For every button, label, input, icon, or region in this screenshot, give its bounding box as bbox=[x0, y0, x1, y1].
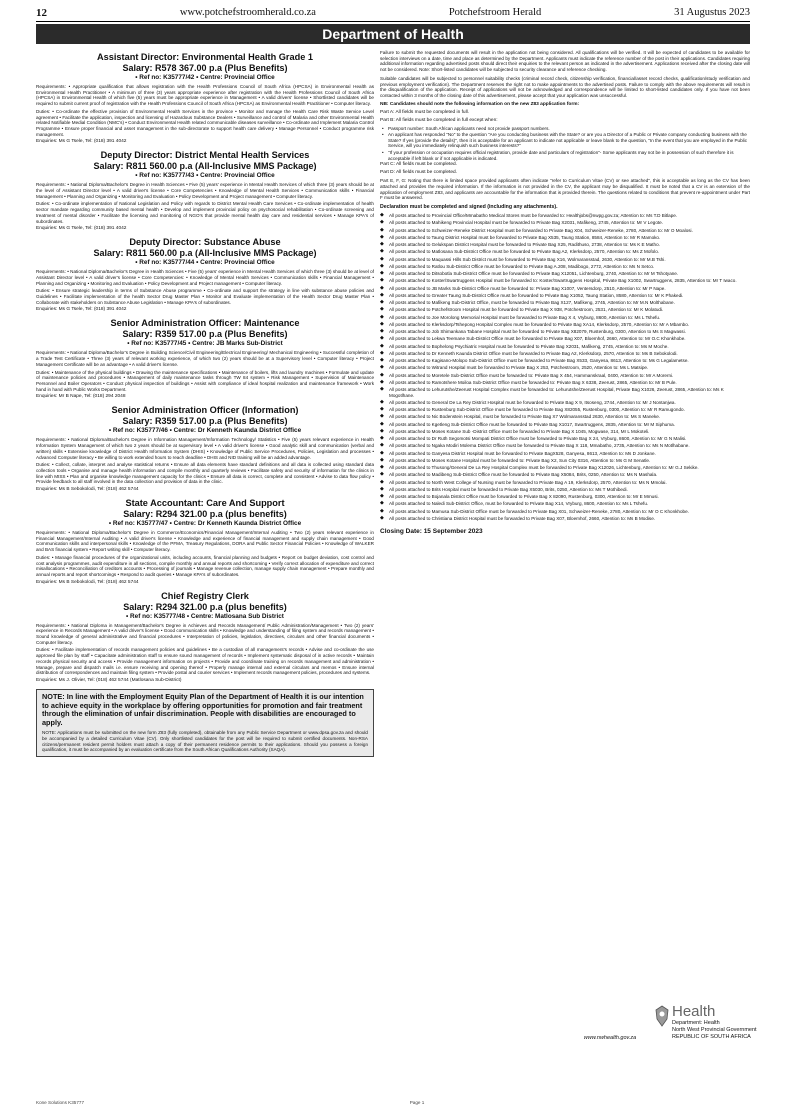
posting-address-item: ◆ All posts attached to Gelukspan District Hospital must be forwarded to Private Bag X25, Radithuso, 2738, Attention to: Ms K E Matho. bbox=[380, 242, 750, 248]
job-listing bbox=[36, 591, 374, 684]
job-duties: Duties: • Maintenance of the physical buildings • Drawing the maintenance specifications • Maintenance of boilers, lifts and laundry machines • Formulate and update of maintenance policies and procedures • Management of daily maintenance tasks through TW 84 system • Risk Management • Supervision of Maintenance Personnel and Boiler Operators • Conduct physical inspection of buildings • Assist with compliance of ideal hospital realization and maintenance framework • Work hand in hand with Public Works Department. bbox=[36, 369, 374, 392]
job-enquiries: Enquiries: Ms G Tsele, Tel: (018) 391 4042 bbox=[36, 307, 127, 313]
part-efg: Part E, F, G: Noting that there is limited space provided applicants often indicate "refer to Curriculum Vitae (CV) or see attached", this is acceptable as long as the CV has been attached and provides the required information. If the information is not provided in the CV, the applicant may be disqualified. It must be noted that a CV is an extension of the application of employment Z83, and applicants are accountable for the information that is provided therein. The questions related to conditions that prevent re-appointment under Part F must be answered. bbox=[380, 178, 750, 201]
job-enquiries: Enquiries: Ms B Sebokolodi, Tel: (018) 462 5744 bbox=[36, 579, 139, 585]
posting-address-item: ◆ All posts attached to Ganyesa District Hospital must be forwarded to Private BagX528, Ganyesa, 8613, Attention to: Ms D Jonkane. bbox=[380, 451, 750, 457]
posting-address-item: ◆ All posts attached to Christiana District Hospital must be forwarded to Private Bag X07, Bloemhof, 2660, Attention to: Ms B Modise. bbox=[380, 516, 750, 522]
job-requirements: Requirements: • National Diploma/Bachelor's Degree in Building Science/Civil Engineering/Electrical Engineering/ Mechanical Engineering • Successful completion of a Trade Test Certificate • Three (3) years of relevant working experience, of which two (2) years should be at a Supervisory level • Computer literacy • Project Management Certificate will be an advantage • A valid driver's license. bbox=[36, 350, 374, 367]
posting-address-item: ◆ All posts attached to Mafikeng Sub-District Office, must be forwarded to Private Bag X127, Mafikeng, 2745, Attention to: Mr M.N Molthabane. bbox=[380, 300, 750, 306]
posting-address-item: ◆ All posts attached to Rustenburg Sub-District Office must be forwarded to Private Bag X82055, Rustenburg, 0300, Attention to: Mr R Ramugondo. bbox=[380, 407, 750, 413]
department-banner: Department of Health bbox=[36, 24, 750, 44]
intro-paragraph: Failure to submit the requested documents will result in the application not being considered. All qualifications will be verified. It will be expected of candidates to be available for selection interviews on a date, time and place as determined by the Department. Applicants must indicate the reference number of the post in their applications. Candidates requiring additional information regarding advertised posts should direct their enquiries to the relevant person as indicated in the advertisement. Applications received after the closing date will not be considered. Note: Short-listed candidates will be subjected to security clearance and reference checking. bbox=[380, 50, 750, 73]
job-duties: Duties: • Collect, collate, interpret and analyse statistical returns • Ensure all data elements have standard definitions and all data is collected using standard data collection tools • Organise and manage health information and compile monthly and quarterly reviews • Facilitate safety and security of information for the clinics in line with MISS • Plan and organise knowledge management capacity for the clinics • Ensure all data is correct, complete and consistent • Advise to data flow policy • Provide feedback to all staff involved in the data collection and provision of data in the clinic. bbox=[36, 462, 374, 485]
job-salary: Salary: R578 367.00 p.a (Plus Benefits) bbox=[122, 63, 288, 73]
job-reference: • Ref no: K35777/45 • Centre: JB Marks Sub-District bbox=[127, 340, 283, 348]
job-listing bbox=[36, 52, 374, 145]
part-b: Part B: All fields must be completed in full except when: bbox=[380, 117, 498, 123]
job-listing bbox=[36, 405, 374, 493]
masthead-paper: Potchefstroom Herald bbox=[448, 7, 542, 18]
posting-address-item: ◆ All posts attached to Kgetleng Sub-District Office must be forwarded to Private Bag X1017, Swartruggens, 2835, Attention to: Mr M Siphuma. bbox=[380, 422, 750, 428]
nb-note: NB: Candidates should note the following information on the new Z83 application form: bbox=[380, 101, 580, 107]
masthead-date: 31 Augustus 2023 bbox=[674, 7, 750, 18]
department-logo bbox=[672, 1003, 762, 1041]
part-a: Part A: All fields must be completed in full. bbox=[380, 109, 470, 115]
posting-address-item: ◆ All posts attached to Witrand Hospital must be forwarded to Private Bag X 253, Potchestroom, 2520, Attention to: Ms L Matsipe. bbox=[380, 365, 750, 371]
job-title: Senior Administration Officer: Maintenance bbox=[110, 318, 300, 329]
posting-address-item: ◆ All posts attached to Mamusa Sub-District Office must be forwarded to Private Bag X01, Schweizer-Reneke, 2780, Attention to: Mr O C Khonkhobe. bbox=[380, 509, 750, 515]
posting-address-item: ◆ All posts attached to Matlosana Sub-District Office must be forwarded to Private Bag A2, Klerksdorp, 2570, Attention to: Ms Z Mofolo. bbox=[380, 249, 750, 255]
declaration-note: Declaration must be completed and signed (including any attachments). bbox=[380, 204, 558, 210]
posting-address-item: ◆ All posts attached to Brits Hospital must be forwarded to Private Bag X5030, Brits, 0250, Attention to: Ms T Mothibedi. bbox=[380, 487, 750, 493]
right-column bbox=[380, 50, 750, 1050]
department-website[interactable]: www.nwhealth.gov.za bbox=[583, 1035, 637, 1041]
job-reference: • Ref no: K35777/44 • Centre: Provincial Office bbox=[135, 259, 275, 267]
page-number: 12 bbox=[36, 6, 47, 19]
job-listing bbox=[36, 237, 374, 313]
job-salary: Salary: R359 517.00 p.a (Plus Benefits) bbox=[122, 416, 288, 427]
job-requirements: Requirements: • Appropriate qualification that allows registration with the Health Professions Council of South Africa (HPCSA) in Environmental Health as Environmental Health Practitioner • A minimum of three (3) years appropriate experience after registration with the Health Professions Council of South Africa (HPCSA) in Environmental Health of which five (5) years must be appropriate experience in Management • A valid drivers' license • Shortlisted candidates will be required to submit current proof of registration with the Health Professions Council of South Africa (HPCSA) as Environmental Health Practitioner • Computer literacy. bbox=[36, 84, 374, 107]
posting-address-item: ◆ All posts attached to Naledi Sub-District Office, must be forwarded to Private Bag X14, Vryburg, 8600, Attention to: Ms L Tshefu. bbox=[380, 501, 750, 507]
job-duties: Duties: • Ensure strategic leadership in terms of Substance Abuse programme • Co-ordinate and support the strategy in line with substance abuse policies and Guidelines • Facilitate implementation of the health Sector Drug Master Plan • Monitor and Evaluate implementation of the Health Sector Drug Master Plan • Collaborate with stakeholders on Substance Abuse Legislation • Manage KPA's of subordinates. bbox=[36, 288, 374, 305]
job-requirements: Requirements: • National Diploma/Bachelor's Degree in Health Sciences • Five (5) years' experience in Mental Health Services of which three (3) years should be at the level of Assistant Director level • A valid driver's license • Core Competencies • Knowledge of Mental Health Services • Communication skills • Financial Management • Planning and Organizing • Monitoring and Evaluation • Policy Development and Project management • Computer literacy. bbox=[36, 182, 374, 199]
job-enquiries: Enquiries: Ms J. Olivier, Tel: (018) 462 5744 (Matlosana Sub-District) bbox=[36, 677, 182, 683]
equity-note: NOTE: In line with the Employment Equity Plan of the Department of Health it is our intention to achieve equity in the workplace by offering opportunities for promotion and fair treatment through the elimination of unfair discrimination. People with disabilities are encouraged to apply. bbox=[42, 691, 364, 727]
posting-address-item: ◆ All posts attached to Madibeng Sub-District Office must be forwarded to Private Bag X5084, Brits, 0250, Attention to: Ms N Mashala. bbox=[380, 472, 750, 478]
masthead-website[interactable]: www.potchefstroomherald.co.za bbox=[179, 7, 316, 18]
job-requirements: Requirements: • National Diploma/Bachelor's Degree in Health Sciences • Five (5) years' experience in Mental Health Services of which three (3) should be at level of Assistant Director level • A valid driver's license • Core Competencies: • Knowledge of Mental Health Services • Communication skills • Financial Management • Planning and Organizing • Monitoring and Evaluation • Policy Development and Project management • Computer literacy. bbox=[36, 269, 374, 286]
job-reference: • Ref no: K35777/42 • Centre: Provincial Office bbox=[135, 74, 275, 81]
posting-address-item: ◆ All posts attached to Bojanala District Office must be forwarded to Private Bag X 82090, Rustenburg, 0300, Attention to: Mr E Mmusi. bbox=[380, 494, 750, 500]
posting-address-item: ◆ All posts attached to Maquassi Hills Sub District must be forwarded to Private Bag X16, Wolmaransstad, 2630, Attention to: Mr M.B Tshi. bbox=[380, 257, 750, 263]
job-duties: Duties: • Facilitate implementation of records management policies and guidelines • Be a custodian of all management's records • Advise and co-ordinate the use approved file plan by staff • Capacitate administration staff to ensure sound management of records • Implement systematic disposal of in active records • Maintain records physical security and access • Provide management information on projects • Provide and coordinate training on records management and administration • Manage, prepare and dispatch mails i.e. ensure receiving and opening thereof • Properly manage internal and external circulars and memos • Ensure internal distribution of correspondences and maintain filing system • Provide postal and courier services • Implement records management policies, procedures and systems. bbox=[36, 647, 374, 676]
part-b-bullet: • An applicant has responded "No" to the question "Are you conducting business with the State? or are you a Director of a Public or Private company conducting business with the State? If yes (provide the details)", then it is acceptable for an applicant to indicate not applicable or leave blank to the question, "In the event that you are employed in the Public Service, will you immediately relinquish such business interests?" bbox=[380, 132, 750, 149]
job-salary: Salary: R811 560.00 p.a (All-Inclusive MMS Package) bbox=[93, 161, 317, 172]
posting-address-item: ◆ All posts attached to Kagisano-Molopo Sub-District Office must be forwarded to Private Bag X533, Ganyesa, 8613, Attention to: Ms G Legalametse. bbox=[380, 358, 750, 364]
posting-address-item: ◆ All posts attached to Mahikeng Provincial Hospital must be forwarded to Private Bag X2031, Mafikeng, 2745, Attention to: Mr V Legote. bbox=[380, 220, 750, 226]
posting-addresses-list bbox=[380, 213, 750, 522]
posting-address-item: ◆ All posts attached to Ngaka Modiri Molema District Office must be forwarded to Private Bag X 118, Mmabatho, 2735, Attention to: Ms N Motlhabane. bbox=[380, 443, 750, 449]
closing-date: Closing Date: 15 September 2023 bbox=[380, 527, 483, 535]
job-salary: Salary: R294 321.00 p.a (plus benefits) bbox=[123, 601, 287, 612]
job-requirements: Requirements: • National Diploma/Bachelor's Degree in Information Management/Information Technology/ Statistics • Five (5) years relevant experience in Health Information System Management of which two 2 years should be at supervisory level • A valid driver's license • Good analytic skill and communication (verbal and written) skills • Extensive knowledge of District Health Information System (DHIS) • Knowledge of Public Service Procedures, Policies, Legislation and processes • Advanced Computer literacy • Be willing to work extended hours to reach deadline • DHIS and NID training will be an added advantage. bbox=[36, 437, 374, 460]
job-reference: • Ref no: K35777/47 • Centre: Dr Kenneth Kaunda District Office bbox=[108, 520, 302, 528]
application-note: NOTE: Applications must be submitted on the new form Z83 (fully completed), obtainable from any Public Service Department or www.dpsa.gov.za and should be accompanied by a detailed Curriculum Vitae (CV). Only shortlisted candidates for the post will be required to submit certified documents. Non-RSA citizens/permanent resident permit holders must attach a copy of their permanent residence permits to their applications. Should you possess a foreign qualification, it must be accompanied by an evaluation certificate from the South African Qualifications Authority (SAQA). bbox=[42, 730, 368, 753]
job-listing bbox=[36, 318, 374, 400]
posting-address-item: ◆ All posts attached to Dr Kenneth Kaunda District Office must be forwarded to Private Bag A2, Klerksdorp, 2570, Attention to: Ms B Sebokolodi. bbox=[380, 351, 750, 357]
posting-address-item: ◆ All posts attached to Moses Kotane Sub -District Office must be forwarded to Private Bag X 1045, Mogwase, 314, Mr L Mokoteli. bbox=[380, 429, 750, 435]
part-b-bullet: • Passport number: South African applicants need not provide passport numbers. bbox=[380, 126, 750, 132]
footer-page: Page 1 bbox=[409, 1100, 425, 1105]
job-reference: • Ref no: K35777/48 • Centre: Matlosana Sub District bbox=[126, 612, 284, 620]
job-title: State Accountant: Care And Support bbox=[125, 498, 285, 509]
logo-line: Department: Health bbox=[672, 1020, 720, 1026]
posting-address-item: ◆ All posts attached to Lehurutshe/Zeerust Hospital Complex must be forwarded to: Lehurutshe/Zeerust Hospital, Private Bag X1026, Zeerust, 2865, Attention to: Ms K Mogotlhane. bbox=[380, 387, 750, 398]
posting-address-item: ◆ All posts attached to Ratlou Sub-District Office must be forwarded to Private Bag A.208, Madibogo, 2772, Attention to: Ms N Setco. bbox=[380, 264, 750, 270]
posting-address-item: ◆ All posts attached to Moses Kotane Hospital must be forwarded to: Private Bag X2, Sun City 0316, Attention to: Ms G M Senatle. bbox=[380, 458, 750, 464]
part-c: Part C: All fields must be completed. bbox=[380, 162, 458, 168]
posting-address-item: ◆ All posts attached to Thusong/General De La Rey Hospital Complex must be forwarded to Private Bag X12026, Lichtenburg, Attention to: Mr G.J Sekike. bbox=[380, 465, 750, 471]
logo-word: Health bbox=[672, 1003, 716, 1020]
job-reference: • Ref no: K35777/43 • Centre: Provincial Office bbox=[135, 172, 275, 180]
job-requirements: Requirements: • National Diploma/Bachelor's Degree in Commerce/Economics/Financial Management/Internal Auditing • Two (2) years relevant experience in Financial Management/Internal Auditing • A valid driver's license • Knowledge and experience of financial management and supply chain management • Good Communication skills and interpersonal skills • Knowledge of the PFMA, Treasury Regulations, DORA and Public Sector Financial Policies • Knowledge of WALKER and BAS financial system • Report writing skill • Computer literacy. bbox=[36, 530, 374, 553]
posting-address-item: ◆ All posts attached to Nic Bodenstein Hospital, must be forwarded to Private Bag X7 Wolmaransstad 2630, Attention to: Ms S Maneke. bbox=[380, 414, 750, 420]
job-reference: • Ref no: K35777/46 • Centre: Dr Kenneth Kaunda District Office bbox=[108, 427, 302, 435]
job-duties: Duties: • Manage financial procedures of the organizational units, including accounts, financial planning and budgets • Report on budget deviation, cost control and cost analysis programmes, audit expenditure in all sections, compile monthly and annual reports and shortcoming • Verify correct allocation of expenditure and correct misallocations • Reconciliation of creditors accounts • Processing of journals • Manage revenue collection, manage supply chain management • Prepare monthly and annual reports and report shortcomings • Respond to audit queries • Manage KPA's of subordinates. bbox=[36, 554, 374, 577]
job-title: Assistant Director: Environmental Health Grade 1 bbox=[97, 52, 313, 62]
job-salary: Salary: R811 560.00 p.a (All-Inclusive MMS Package) bbox=[93, 248, 317, 259]
job-title: Deputy Director: Substance Abuse bbox=[129, 237, 281, 248]
logo-line: North West Provincial Government bbox=[672, 1027, 757, 1033]
job-duties: Duties: • Co-ordinate the effective provision of Environmental Health Services in the province • Monitor and manage the Health Care Risk Waste Service Level agreement • Facilitate the application, inspection and licensing of Hazardous Substance Dealers • Surveillance and control of Malaria and other Environmental Health related Notifiable Medial Condition (NMC's) • Conduct Environmental Health related communicable diseases surveillance • Co-ordinate and Implement Malaria Control Programme • Ensure proper financial and asset management in the sub-directorate to support health care delivery • Manage Personnel • Conduct programme risk management. bbox=[36, 108, 374, 137]
footer-ref: Kone Solutions K35777 bbox=[36, 1100, 85, 1105]
left-column bbox=[36, 50, 374, 1052]
logo-line: REPUBLIC OF SOUTH AFRICA bbox=[672, 1034, 751, 1040]
posting-address-item: ◆ All posts attached to Potchefstroom Hospital must be forwarded to Private Bag X 938, Potchestroom, 2531, Attention to: Mr K Molatudi. bbox=[380, 307, 750, 313]
job-listing bbox=[36, 150, 374, 232]
job-salary: Salary: R294 321.00 p.a (plus benefits) bbox=[123, 509, 287, 520]
job-duties: Duties: • Co-ordinate implementation of National Legislation and Policy with regards to District Mental Health Care Services • Co-ordinate implementation of health sector mandate regarding community based mental health • Develop and implement provincial policy on psychosocial rehabilitation • Co-ordinate screening and treatment of mental disorder • Facilitate the licensing and monitoring of NGO's that provide mental health day care and residential services • Manage KPA's of subordinates. bbox=[36, 201, 374, 224]
masthead bbox=[36, 6, 750, 22]
posting-address-item: ◆ All posts attached to General De La Rey District Hospital must be forwarded to Private Bag X 9, Itsoseng, 2744, Attention to: Mr J Nontanjwa. bbox=[380, 400, 750, 406]
posting-address-item: ◆ All posts attached to Job Shimankana Tabane Hospital must be forwarded to Private Bag X82079, Rustenburg, 0300, Attention to Ms S Magwassi. bbox=[380, 329, 750, 335]
job-listing bbox=[36, 498, 374, 586]
posting-address-item: ◆ All posts attached to Bophelong Psychiatric Hospital must be forwarded to Private Bag X2031, Mafikeng, 2745, Attention to: Ms M Moche. bbox=[380, 344, 750, 350]
posting-address-item: ◆ All posts attached to Schweizer-Reneke District Hospital must be forwarded to Private Bag X04, Schweizer-Reneke, 2780, Attention to: Mr O Moalosi. bbox=[380, 228, 750, 234]
posting-address-item: ◆ All posts attached to Ditsobotla Sub-District Office must be forwarded to Private Bag X12051, Lichtenburg, 2740, Attention to: Mr M Tshotyane. bbox=[380, 271, 750, 277]
posting-address-item: ◆ All posts attached to Provincial Office/Mmabatho Medical Stores must be forwarded to: Healthjobs@nwpg.gov.za; Attention to: Ms T.D Bitlape. bbox=[380, 213, 750, 219]
posting-address-item: ◆ All posts attached to Joe Morolong Memorial Hospital must be forwarded to Private Bag X 4, Vryburg, 8600, Attention to: Ms L Tshefu. bbox=[380, 315, 750, 321]
posting-address-item: ◆ All posts attached to Klerksdorp/Tshepong Hospital Complex must be forwarded to Private Bag XA14, Klerksdorp, 2570, Attention to: Mr A Mbambo. bbox=[380, 322, 750, 328]
part-d: Part D: All fields must be completed. bbox=[380, 170, 458, 176]
part-b-bullet: • "If your profession or occupation requires official registration, provide date and particulars of registration"- Some applicants may not be in possession of such therefore it is acceptable if left blank or if not applicable is indicated. bbox=[380, 150, 750, 161]
job-enquiries: Enquiries: Ms G Tsele, Tel: (018) 391 4042 bbox=[36, 226, 127, 232]
job-enquiries: Enquiries: Ms G Tsele, Tel: (018) 391 4042 bbox=[36, 139, 127, 145]
job-enquiries: Enquiries: Ms B Sebokolodi, Tel: (018) 462 5744 bbox=[36, 487, 139, 493]
job-title: Chief Registry Clerk bbox=[161, 590, 249, 601]
posting-address-item: ◆ All posts attached to Lekwa Teemane Sub-District Office must be forwarded to Private Bag X07, Bloemhof, 2660, Attention to: Mr O.C Khonkhobe. bbox=[380, 336, 750, 342]
posting-address-item: ◆ All posts attached to Taung District Hospital must be forwarded to Private Bag X535, Taung Station, 8584, Attention to: Mr R Mamoko. bbox=[380, 235, 750, 241]
page-footer bbox=[36, 1100, 750, 1105]
job-enquiries: Enquiries: Mr B Nape, Tel: (018) 294 2048 bbox=[36, 394, 126, 400]
posting-address-item: ◆ All posts attached to JB Marks Sub-District Office must be forwarded to: Private Bag X1007, Ventersdorp, 2510, Attention to: Mr P Nape. bbox=[380, 286, 750, 292]
coat-of-arms-icon bbox=[655, 1005, 669, 1027]
posting-address-item: ◆ All posts attached to Moretele Sub-District Office must be forwarded to: Private Bag X 454, Hammanskraal, 0400, Attention to: Mr A Morerni. bbox=[380, 373, 750, 379]
job-requirements: Requirements: • National Diploma in Management/Bachelor's Degree in Achieves and Records Management/ Public Administration/Management • Two (2) years' experience in Records Management • A valid driver's license • Good communication skills • Knowledge and understanding of filing system and records management • Sound knowledge of general administrative and financial procedures • Interpretation of policies, legislation, directives, circulars and other financial documents • Computer literacy. bbox=[36, 622, 374, 645]
posting-address-item: ◆ All posts attached to North West College of Nursing must be forwarded to Private Bag A 19, Klerksdorp, 2570, Attention to: Ms N Mmolai. bbox=[380, 480, 750, 486]
posting-address-item: ◆ All posts attached to Koster/Swartruggens Hospital must be forwarded to: Koster/Swartruggens Hospital, Private Bag X1002, Swartruggens, 2835, Attention to: Mr T Iwaco. bbox=[380, 278, 750, 284]
posting-address-item: ◆ All posts attached to Ramotshere Moiloa Sub-District Office must be forwarded to: Private Bag X 6338, Zeerust, 2865, Attention to: Mr B Pule. bbox=[380, 380, 750, 386]
job-title: Senior Administration Officer (Information) bbox=[111, 405, 299, 416]
job-title: Deputy Director: District Mental Health Services bbox=[100, 150, 310, 161]
intro-paragraph-2: Suitable candidates will be subjected to personnel suitability checks (criminal record check, citizenship verification, financial/asset record checks, qualification/study verification and previous employment verification). The Department reserves the right not to make appointments to the advertised posts. Failure to comply with the above requirements will result in the disqualification of the application. Receipt of applications will not be acknowledged and correspondence will be limited to short-listed candidates only. If you have not been contacted within 3 months of the closing date of this advertisement, please accept that your application was unsuccessful. bbox=[380, 75, 750, 98]
posting-address-item: ◆ All posts attached to Greater Taung Sub-District Office must be forwarded to Private Bag X1052, Taung Station, 8580, Attention to: Mr K Phakedi. bbox=[380, 293, 750, 299]
equity-note-box bbox=[36, 689, 374, 757]
job-salary: Salary: R359 517.00 p.a (Plus Benefits) bbox=[122, 329, 288, 340]
posting-address-item: ◆ All posts attached to Dr Ruth Segomotsi Mompati District Office must be forwarded to Private Bag X 24, Vryburg, 8600, Attention to: Mr G N Malisi. bbox=[380, 436, 750, 442]
